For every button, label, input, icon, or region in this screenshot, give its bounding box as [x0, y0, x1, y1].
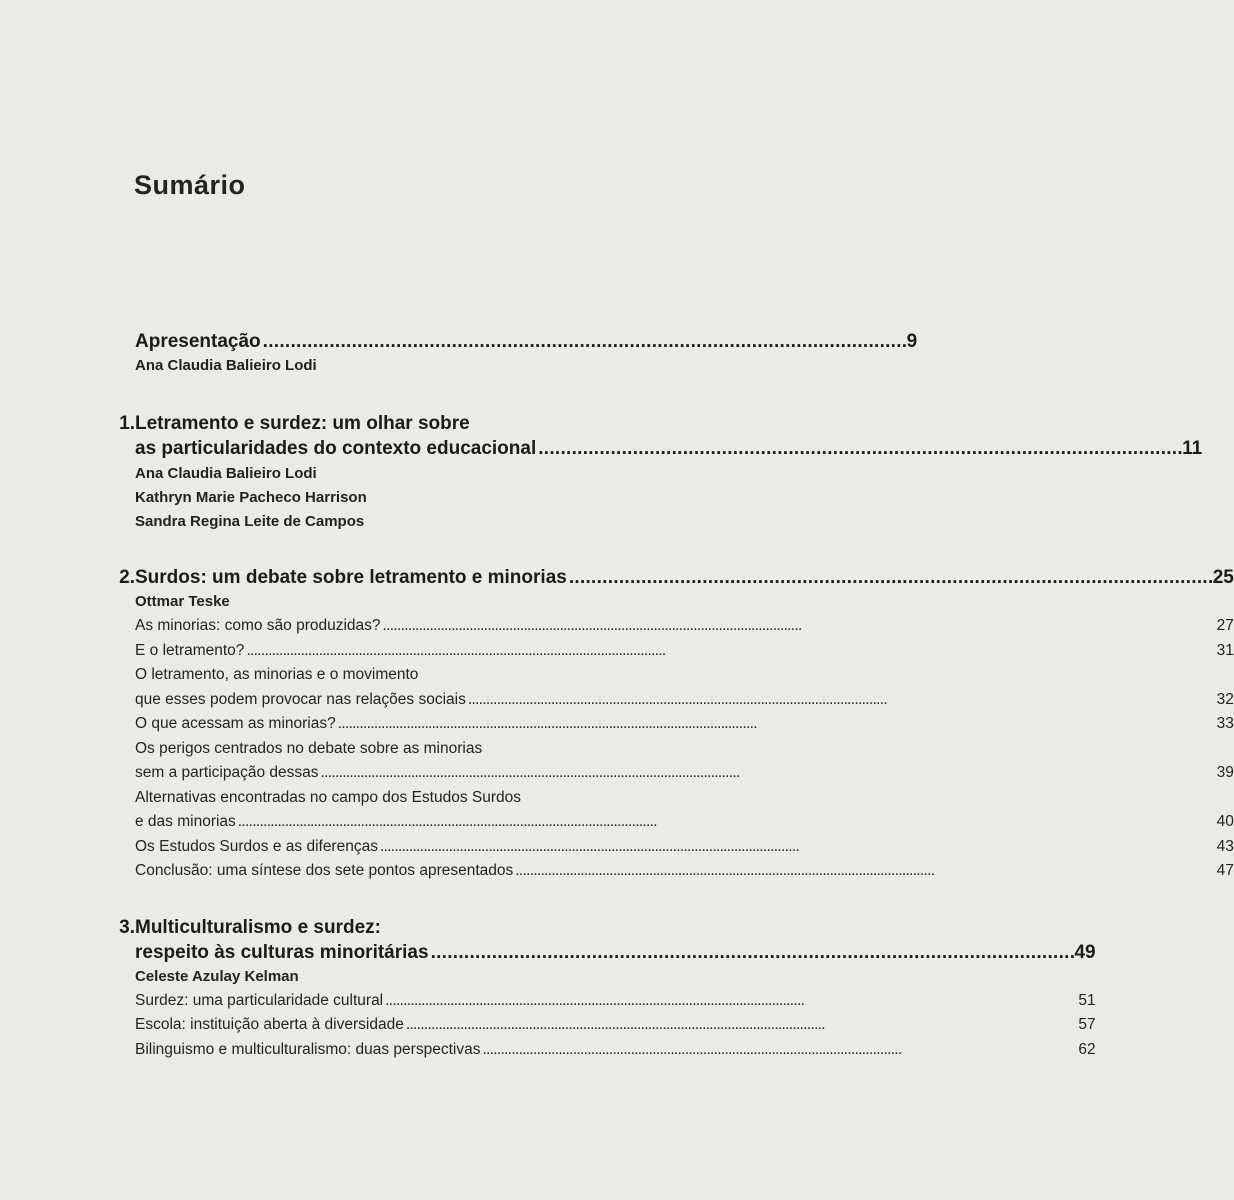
subsection-item-line: Alternativas encontradas no campo dos Estudos Surdos	[135, 788, 522, 806]
leader-dots	[263, 329, 905, 354]
toc-section-intro	[107, 324, 918, 378]
chapter-number: 2.	[119, 567, 135, 588]
toc-section-chapter-3	[107, 910, 1096, 1063]
toc-entry-page: 25	[1212, 567, 1234, 588]
toc-entry-chapter-3[interactable]	[135, 940, 1096, 965]
subsection-item-line: O letramento, as minorias e o movimento	[135, 666, 419, 683]
subsection-item[interactable]: Escola: instituição aberta à diversidade . . . 57	[135, 1013, 1096, 1038]
toc-entry-title: Surdos: um debate sobre letramento e minorias	[135, 567, 567, 588]
author-name: Ana Claudia Balieiro Lodi	[135, 357, 317, 374]
subsection-item[interactable]: E o letramento? . . . 31	[135, 639, 1234, 664]
toc-entry-title: Apresentação	[135, 331, 261, 352]
leader-dots	[569, 565, 1211, 590]
chapter-number: 1.	[119, 413, 135, 434]
subsection-item[interactable]: e das minorias . . . 40	[135, 810, 1234, 835]
subsection-list	[135, 989, 1096, 1063]
leader-dots	[246, 639, 1214, 664]
leader-dots	[385, 989, 1076, 1014]
toc-entry-chapter-2[interactable]	[135, 565, 1234, 590]
toc-entry-intro[interactable]	[135, 329, 917, 354]
subsection-list	[135, 614, 1234, 884]
toc-entry-title: Multiculturalismo e surdez:	[135, 916, 381, 938]
subsection-item[interactable]: que esses podem provocar nas relações sociais . . . 32	[135, 688, 1234, 713]
author-name: Ana Claudia Balieiro Lodi	[135, 465, 317, 482]
leader-dots	[468, 688, 1215, 713]
subsection-item[interactable]: sem a participação dessas . . . 39	[135, 761, 1234, 786]
leader-dots	[383, 614, 1215, 639]
subsection-item[interactable]: Surdez: uma particularidade cultural . . . 51	[135, 989, 1096, 1014]
leader-dots	[338, 712, 1215, 737]
subsection-item[interactable]: Conclusão: uma síntese dos sete pontos apresentados . . . 47	[135, 859, 1234, 884]
leader-dots	[431, 940, 1073, 965]
subsection-item[interactable]: O que acessam as minorias? . . . 33	[135, 712, 1234, 737]
toc-entry-page: 49	[1074, 941, 1096, 963]
leader-dots	[538, 436, 1180, 461]
author-name: Sandra Regina Leite de Campos	[135, 513, 365, 530]
table-of-contents	[107, 324, 1234, 1086]
author-name: Ottmar Teske	[135, 593, 230, 610]
leader-dots	[515, 859, 1214, 884]
toc-section-chapter-1	[107, 406, 1203, 534]
author-name: Celeste Azulay Kelman	[135, 967, 299, 985]
leader-dots	[482, 1038, 1076, 1063]
author-list	[135, 462, 1202, 534]
subsection-item[interactable]: Bilinguismo e multiculturalismo: duas perspectivas . . . 62	[135, 1038, 1096, 1063]
toc-entry-title: as particularidades do contexto educacional	[135, 438, 537, 459]
toc-entry-page: 11	[1182, 438, 1203, 459]
leader-dots	[238, 810, 1215, 835]
page-title: Sumário	[134, 170, 246, 200]
chapter-number: 3.	[119, 916, 135, 938]
subsection-item[interactable]: Os Estudos Surdos e as diferenças . . . 43	[135, 835, 1234, 860]
subsection-item[interactable]: As minorias: como são produzidas? . . . 27	[135, 614, 1234, 639]
author-name: Kathryn Marie Pacheco Harrison	[135, 489, 367, 506]
leader-dots	[321, 761, 1215, 786]
toc-entry-page: 9	[906, 331, 918, 352]
subsection-item-line: Os perigos centrados no debate sobre as minorias	[135, 739, 483, 757]
toc-entry-title: respeito às culturas minoritárias	[135, 941, 429, 963]
toc-entry-title: Letramento e surdez: um olhar sobre	[135, 413, 470, 434]
leader-dots	[406, 1013, 1077, 1038]
toc-entry-chapter-1[interactable]	[135, 436, 1202, 461]
leader-dots	[380, 835, 1215, 860]
toc-section-chapter-2	[107, 560, 1234, 884]
